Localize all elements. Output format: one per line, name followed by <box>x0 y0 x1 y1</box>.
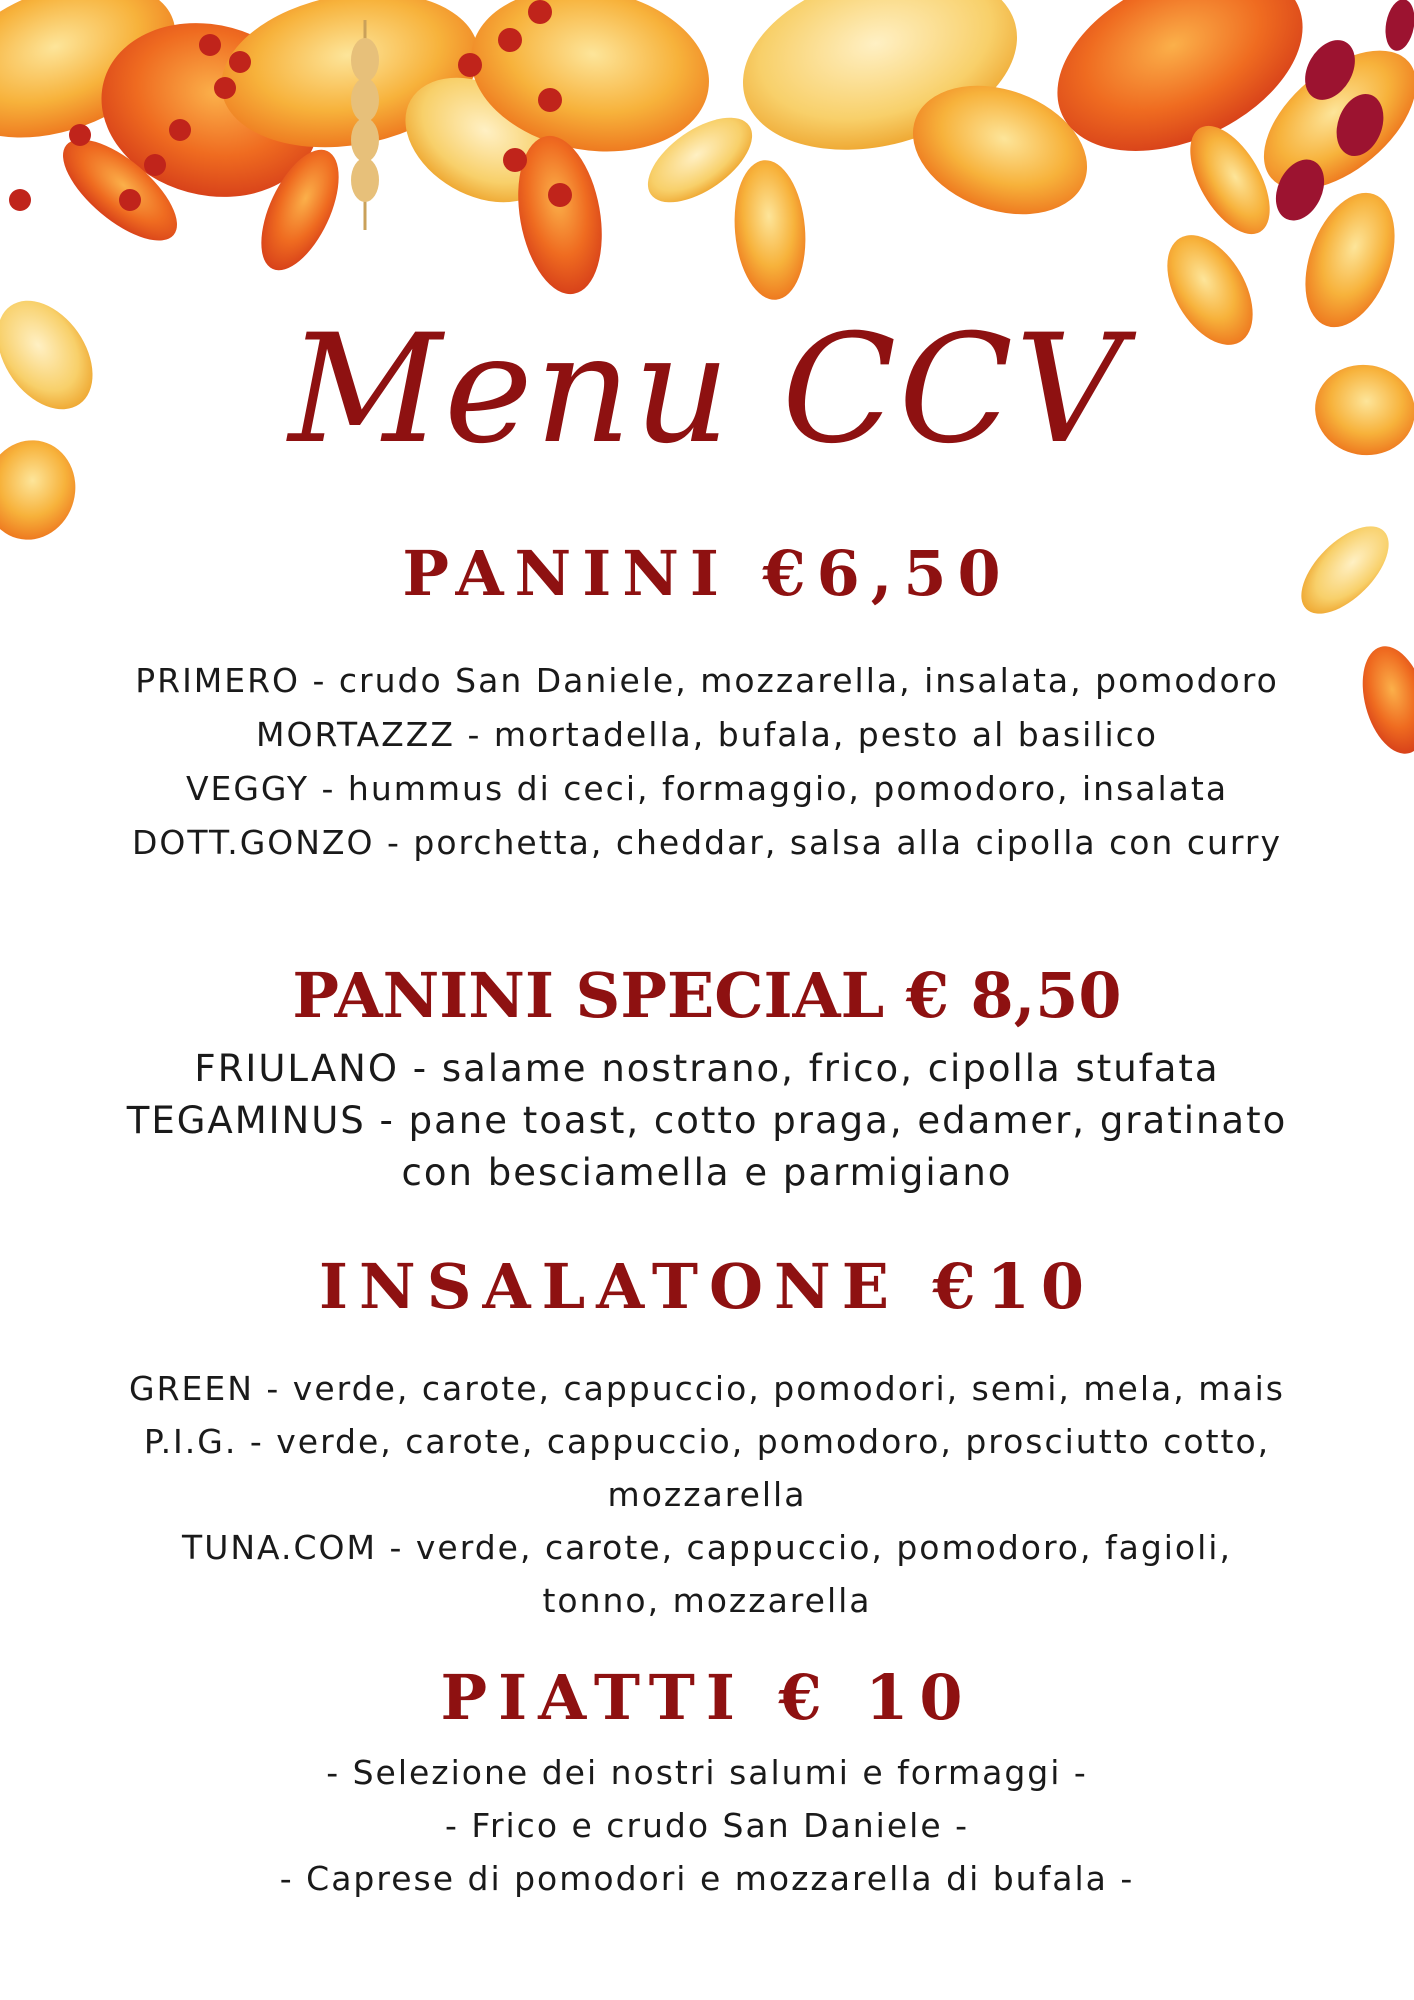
section-items-panini <box>90 654 1324 870</box>
section-heading-insalatone: INSALATONE €10 <box>319 1250 1095 1323</box>
menu-item: tonno, mozzarella <box>542 1581 872 1620</box>
menu-item: TUNA.COM - verde, carote, cappuccio, pomodoro, fagioli, <box>182 1528 1232 1567</box>
menu-item: GREEN - verde, carote, cappuccio, pomodori, semi, mela, mais <box>129 1369 1285 1408</box>
section-heading-panini-special: PANINI SPECIAL € 8,50 <box>292 959 1122 1032</box>
menu-item: - Caprese di pomodori e mozzarella di bufala - <box>279 1859 1135 1898</box>
menu-item: DOTT.GONZO - porchetta, cheddar, salsa alla cipolla con curry <box>132 823 1282 862</box>
rosehip-berry-icon <box>1267 0 1414 228</box>
section-heading-panini: PANINI €6,50 <box>402 537 1012 610</box>
menu-title: Menu CCV <box>288 303 1126 477</box>
menu-item: FRIULANO - salame nostrano, frico, cipolla stufata <box>194 1047 1220 1090</box>
menu-item: VEGGY - hummus di ceci, formaggio, pomodoro, insalata <box>185 769 1229 808</box>
menu-item: - Selezione dei nostri salumi e formaggi - <box>326 1753 1088 1792</box>
menu-item: - Frico e crudo San Daniele - <box>444 1806 970 1845</box>
menu-item: con besciamella e parmigiano <box>401 1151 1013 1194</box>
berry-icon <box>9 0 572 211</box>
section-items-piatti <box>90 1746 1324 1905</box>
section-heading-piatti: PIATTI € 10 <box>440 1661 974 1734</box>
section-items-insalatone <box>90 1362 1324 1627</box>
section-items-panini-special <box>90 1043 1324 1199</box>
wheat-icon <box>351 20 379 230</box>
menu-item: PRIMERO - crudo San Daniele, mozzarella, insalata, pomodoro <box>135 661 1279 700</box>
menu-item: MORTAZZZ - mortadella, bufala, pesto al basilico <box>256 715 1158 754</box>
menu-item: P.I.G. - verde, carote, cappuccio, pomodoro, prosciutto cotto, <box>143 1422 1271 1461</box>
menu-item: TEGAMINUS - pane toast, cotto praga, edamer, gratinato <box>126 1099 1288 1142</box>
menu-item: mozzarella <box>607 1475 807 1514</box>
